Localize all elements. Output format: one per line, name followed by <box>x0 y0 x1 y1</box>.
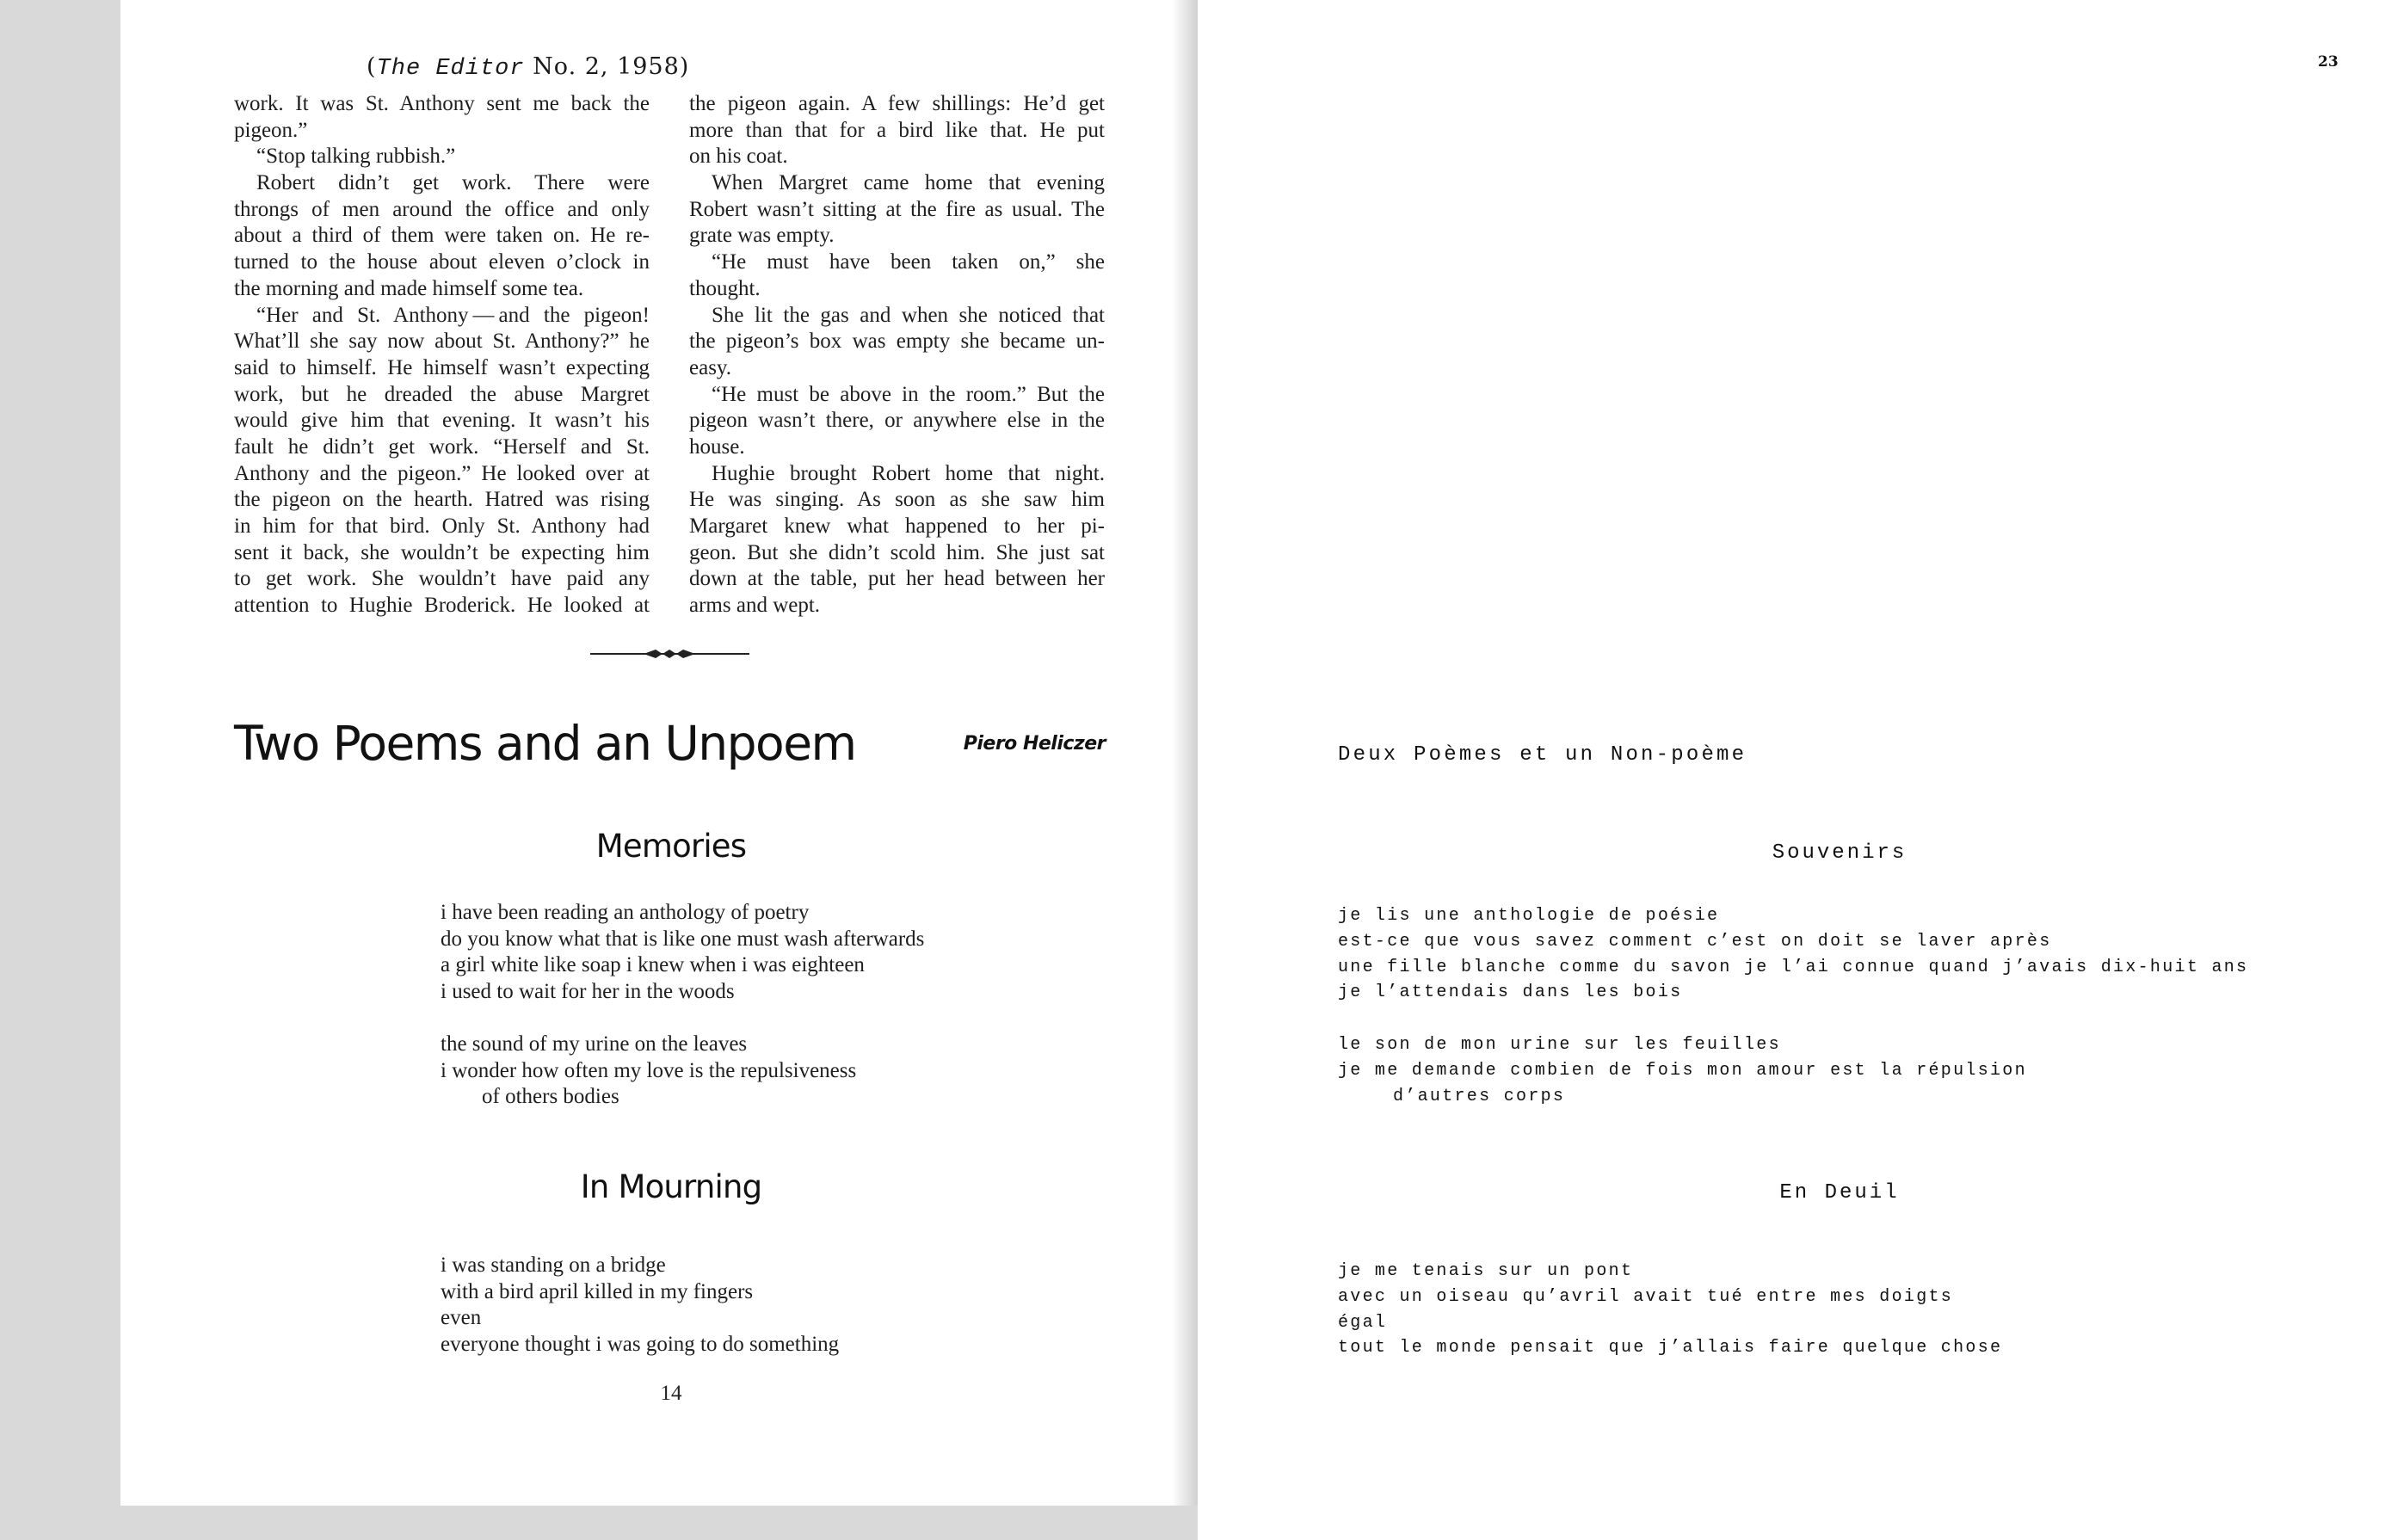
translation-title: Deux Poèmes et un Non-poème <box>1338 743 1747 767</box>
poem-en-deuil <box>1338 1259 2002 1361</box>
poem-line: je me demande combien de fois mon amour est la répulsion <box>1338 1060 2027 1081</box>
story-line: on his coat. <box>689 145 788 169</box>
page-number: 14 <box>660 1382 682 1405</box>
poem-souvenirs-stanza-1 <box>1338 903 2248 1006</box>
poem-in-mourning <box>441 1253 839 1358</box>
story-line: arms and wept. <box>689 594 821 618</box>
poem-line: i wonder how often my love is the repulsiveness <box>441 1058 857 1082</box>
poem-line: even <box>441 1306 482 1330</box>
poem-line: une fille blanche comme du savon je l’ai connue quand j’avais dix-huit ans <box>1338 957 2249 977</box>
story-line: “Her and St. Anthony — and the pigeon! <box>256 303 650 327</box>
story-line: the pigeon on the hearth. Hatred was rising <box>234 488 650 512</box>
poem-line: je lis une anthologie de poésie <box>1338 906 1720 926</box>
story-line: the morning and made himself some tea. <box>234 276 584 300</box>
journal-name: The Editor <box>376 56 525 82</box>
poem-line: d’autres corps <box>1393 1086 1566 1106</box>
poem-title-en-deuil: En Deuil <box>1779 1181 1900 1204</box>
story-line: What’ll she say now about St. Anthony?” he <box>234 330 650 354</box>
poem-line: with a bird april killed in my fingers <box>441 1279 754 1303</box>
poem-line: tout le monde pensait que j’allais faire quelque chose <box>1338 1338 2003 1358</box>
story-column-left <box>234 91 650 619</box>
story-line: would give him that evening. It wasn’t his <box>234 409 650 433</box>
story-line: easy. <box>689 355 732 379</box>
story-line: work, but he dreaded the abuse Margret <box>234 382 650 406</box>
poem-line: i was standing on a bridge <box>441 1254 666 1277</box>
journal-header <box>367 53 689 82</box>
story-line: Anthony and the pigeon.” He looked over at <box>234 461 650 485</box>
article-author: Piero Heliczer <box>963 733 1106 755</box>
poem-line: of others bodies <box>482 1085 619 1109</box>
story-line: Hughie brought Robert home that night. <box>712 461 1105 485</box>
poem-line: i used to wait for her in the woods <box>441 980 735 1004</box>
poem-line: je me tenais sur un pont <box>1338 1261 1634 1281</box>
story-line: attention to Hughie Broderick. He looked at <box>234 594 650 618</box>
story-line: down at the table, put her head between her <box>689 567 1105 591</box>
poem-line: avec un oiseau qu’avril avait tué entre mes doigts <box>1338 1286 1954 1307</box>
page-gutter-shadow <box>1172 0 1198 1506</box>
poem-line: je l’attendais dans les bois <box>1338 983 1683 1003</box>
poem-line: est-ce que vous savez comment c’est on doit se laver après <box>1338 931 2052 952</box>
story-line: sent it back, she wouldn’t be expecting him <box>234 540 650 564</box>
story-line: the pigeon’s box was empty she became un- <box>689 330 1105 354</box>
story-line: Robert didn’t get work. There were <box>256 171 650 195</box>
poem-memories-stanza-2 <box>441 1032 856 1111</box>
story-line: turned to the house about eleven o’clock in <box>234 250 650 274</box>
story-line: pigeon.” <box>234 118 308 142</box>
story-line: in him for that bird. Only St. Anthony had <box>234 514 650 538</box>
story-line: “He must be above in the room.” But the <box>712 382 1105 406</box>
poem-line: i have been reading an anthology of poetry <box>441 901 810 924</box>
story-column-right <box>689 91 1105 619</box>
poem-line: a girl white like soap i knew when i was eighteen <box>441 953 865 977</box>
story-line: He was singing. As soon as she saw him <box>689 488 1105 512</box>
story-line: When Margret came home that evening <box>712 171 1105 195</box>
story-line: fault he didn’t get work. “Herself and St. <box>234 434 650 459</box>
story-line: said to himself. He himself wasn’t expecting <box>234 355 650 379</box>
poem-souvenirs-stanza-2 <box>1338 1032 2027 1109</box>
poem-memories-stanza-1 <box>441 900 924 1006</box>
story-line: She lit the gas and when she noticed that <box>712 303 1105 327</box>
poem-title-memories: Memories <box>595 828 747 865</box>
poem-title-in-mourning: In Mourning <box>580 1168 762 1205</box>
poem-line: égal <box>1338 1312 1388 1333</box>
story-line: the pigeon again. A few shillings: He’d get <box>689 92 1105 115</box>
story-line: “Stop talking rubbish.” <box>256 145 456 169</box>
header-open: ( <box>367 53 377 80</box>
story-line: Margaret knew what happened to her pi- <box>689 514 1105 538</box>
story-line: grate was empty. <box>689 224 835 248</box>
left-page <box>120 0 1198 1506</box>
poem-line: do you know what that is like one must wash afterwards <box>441 927 925 951</box>
poem-line: everyone thought i was going to do something <box>441 1333 840 1357</box>
story-line: to get work. She wouldn’t have paid any <box>234 567 650 591</box>
header-issue: No. 2, 1958) <box>524 53 690 80</box>
story-line: house. <box>689 434 745 459</box>
section-divider-ornament <box>590 645 749 662</box>
right-page <box>1198 0 2385 1540</box>
story-line: thought. <box>689 276 761 300</box>
poem-line: le son de mon urine sur les feuilles <box>1338 1035 1781 1055</box>
story-line: more than that for a bird like that. He put <box>689 118 1105 142</box>
page-number: 23 <box>2318 53 2339 71</box>
story-line: throngs of men around the office and only <box>234 197 650 221</box>
article-title: Two Poems and an Unpoem <box>234 716 856 771</box>
story-line: Robert wasn’t sitting at the fire as usual. The <box>689 197 1105 221</box>
story-line: work. It was St. Anthony sent me back the <box>234 92 650 115</box>
poem-title-souvenirs: Souvenirs <box>1772 841 1907 865</box>
poem-line: the sound of my urine on the leaves <box>441 1032 748 1056</box>
story-line: pigeon wasn’t there, or anywhere else in the <box>689 409 1105 433</box>
story-line: about a third of them were taken on. He re- <box>234 224 650 248</box>
story-line: geon. But she didn’t scold him. She just sat <box>689 540 1105 564</box>
story-line: “He must have been taken on,” she <box>712 250 1105 274</box>
